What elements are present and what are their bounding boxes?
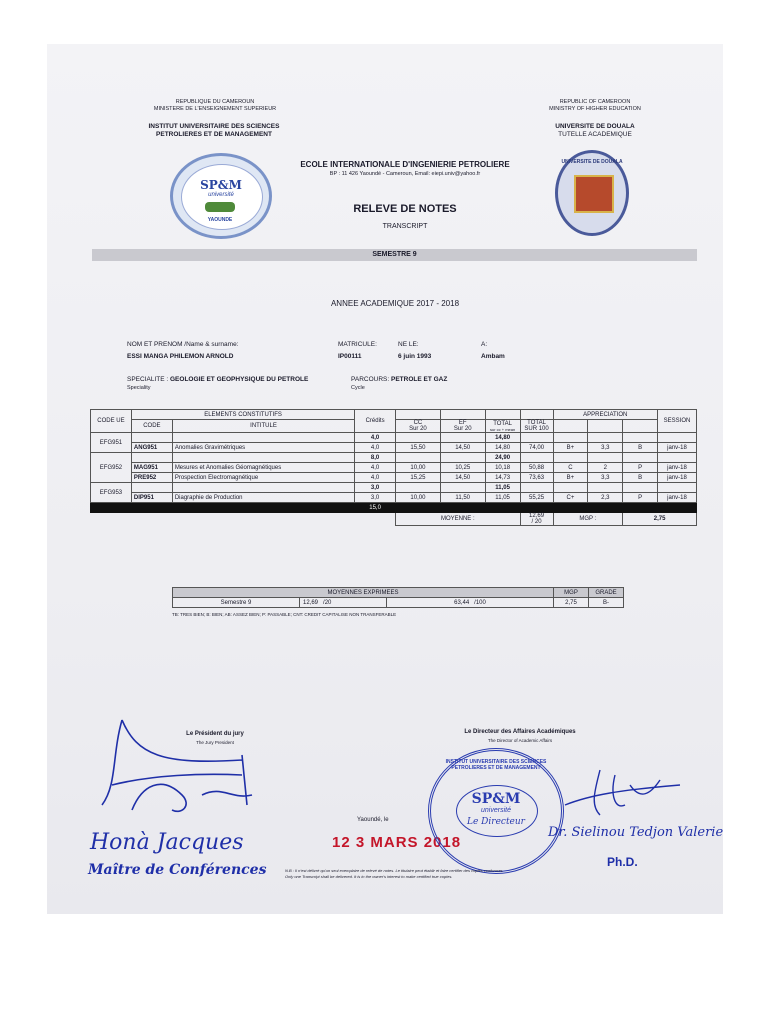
th-appreciation: APPRECIATION: [553, 410, 657, 420]
avg20: 12,69: [303, 599, 319, 606]
course-title: Mesures et Anomalies Géomagnétiques: [172, 463, 354, 473]
date-stamp: 12 3 MARS 2018: [332, 834, 462, 851]
birthplace-label: A:: [481, 341, 488, 348]
header-left-institution: [128, 123, 300, 139]
course-title: Anomalies Gravimétriques: [172, 443, 354, 453]
name-label: NOM ET PRENOM /Name & surname:: [127, 341, 239, 348]
ue-total: 24,90: [485, 453, 520, 463]
spm-logo-emblem: [205, 202, 235, 212]
moyenne-over: / 20: [531, 519, 542, 525]
course-ef: 14,50: [440, 443, 485, 453]
grade-legend: TB: TRES BIEN; B: BIEN; AB: ASSEZ BIEN; P: PASSABLE; CNT: CREDIT CAPITALISE NON TRANSFERABLE: [172, 612, 397, 617]
course-session: janv-18: [658, 473, 697, 483]
th-total: TOTAL sur cc + mean: [485, 420, 520, 433]
course-cote: C+: [553, 493, 588, 503]
th-total100: TOTAL SUR 100: [520, 420, 553, 433]
parcours-line: [351, 376, 447, 384]
course-ef: 14,50: [440, 473, 485, 483]
republic-fr: REPUBLIQUE DU CAMEROUN: [175, 99, 255, 105]
cycle-en: Cycle: [351, 385, 365, 391]
course-total: 11,05: [485, 493, 520, 503]
averages-grade-header: GRADE: [589, 588, 624, 598]
ministry-en: MINISTRY OF HIGHER EDUCATION: [549, 106, 641, 112]
th-ef: EF Sur 20: [440, 420, 485, 433]
th-credits: Crédits: [355, 410, 396, 433]
course-cote: B+: [553, 473, 588, 483]
birthplace-value: Ambam: [481, 353, 505, 360]
stamp-center: SP&M: [471, 791, 521, 807]
course-credits: 4,0: [355, 473, 396, 483]
header-right: [520, 99, 670, 113]
ue-total: 11,05: [485, 483, 520, 493]
school-address: BP : 11 426 Yaoundé - Cameroun, Email: eiepi.univ@yahoo.fr: [329, 171, 481, 177]
speciality-line: [127, 376, 308, 384]
course-cc: 10,00: [396, 493, 441, 503]
document-subtitle: TRANSCRIPT: [382, 223, 428, 230]
header-right-institution: [520, 123, 670, 139]
course-cc: 15,50: [396, 443, 441, 453]
averages-table: [172, 587, 624, 608]
spm-logo-name: SP&M: [200, 178, 242, 192]
course-session: janv-18: [658, 463, 697, 473]
course-total100: 74,00: [520, 443, 553, 453]
director-title: Ph.D.: [607, 855, 638, 869]
moyenne-value: 12,69: [529, 513, 545, 519]
douala-university-logo: [555, 150, 629, 236]
president-name: Honà Jacques: [90, 830, 244, 855]
course-credits: 4,0: [355, 463, 396, 473]
director-label: Le Directeur des Affaires Académiques: [464, 729, 576, 735]
course-row: [91, 473, 697, 483]
spm-logo-sub: université: [208, 192, 234, 198]
course-cc: 15,25: [396, 473, 441, 483]
nb-en: Only one Transcript shall be delivered. It is in the owner's interest to make certified true copies.: [285, 874, 453, 879]
course-cote: B+: [553, 443, 588, 453]
speciality-value: GEOLOGIE ET GEOPHYSIQUE DU PETROLE: [170, 376, 309, 383]
ue-credits: 3,0: [355, 483, 396, 493]
course-cc: 10,00: [396, 463, 441, 473]
matricule-label: MATRICULE:: [338, 341, 377, 348]
course-code: PRE952: [131, 473, 172, 483]
course-credits: 3,0: [355, 493, 396, 503]
stamp-ring-text: INSTITUT UNIVERSITAIRE DES SCIENCES PETROLIERES ET DE MANAGEMENT: [445, 759, 547, 771]
ue-total: 14,80: [485, 433, 520, 443]
course-total: 14,80: [485, 443, 520, 453]
total-credits-row: [91, 503, 697, 513]
president-en: The Jury President: [196, 740, 234, 745]
averages-grade: B-: [589, 598, 624, 608]
moyenne-label: MOYENNE :: [396, 513, 521, 526]
course-session: janv-18: [658, 493, 697, 503]
official-stamp: [428, 748, 564, 874]
douala-logo-emblem: [574, 175, 614, 213]
header-left: [140, 99, 290, 113]
course-total100: 50,88: [520, 463, 553, 473]
course-code: DIP951: [131, 493, 172, 503]
grades-table: [90, 409, 697, 526]
course-point: 2: [588, 463, 623, 473]
parcours-label: PARCOURS:: [351, 376, 390, 383]
course-mention: P: [623, 493, 658, 503]
student-name: ESSI MANGA PHILEMON ARNOLD: [127, 353, 234, 360]
th-elements: ELEMENTS CONSTITUTIFS: [131, 410, 354, 420]
course-title: Diagraphie de Production: [172, 493, 354, 503]
th-cc: CC Sur 20: [396, 420, 441, 433]
course-total: 10,18: [485, 463, 520, 473]
stamp-sub: université: [481, 807, 511, 814]
mgp-value: 2,75: [623, 513, 697, 526]
nb-fr: N.B : Il n'est délivré qu'un seul exemplaire de relevé de notes. Le titulaire peut établir et faire certifier des copies conformes.: [285, 868, 504, 873]
ue-credits: 8,0: [355, 453, 396, 463]
course-row: [91, 493, 697, 503]
over20: /20: [323, 599, 332, 606]
date-place: Yaoundé, le: [357, 817, 389, 823]
spm-logo: [170, 153, 272, 239]
course-credits: 4,0: [355, 443, 396, 453]
president-label: Le Président du jury: [186, 731, 244, 737]
course-row: [91, 463, 697, 473]
president-signature: [82, 715, 332, 835]
ue-header-row: [91, 453, 697, 463]
th-session: SESSION: [658, 410, 697, 433]
th-code-ue: CODE UE: [91, 410, 132, 433]
ministry-fr: MINISTERE DE L'ENSEIGNEMENT SUPERIEUR: [153, 106, 277, 112]
stamp-role: Le Directeur: [467, 817, 525, 827]
document-title: RELEVE DE NOTES: [353, 203, 457, 215]
spm-logo-city: YAOUNDE: [207, 217, 233, 223]
mgp-label: MGP :: [553, 513, 623, 526]
course-session: janv-18: [658, 443, 697, 453]
president-title: Maître de Conférences: [88, 862, 267, 878]
born-label: NE LE:: [398, 341, 419, 348]
averages-header: MOYENNES EXPRIMEES: [173, 588, 554, 598]
ue-code: EFG953: [91, 483, 132, 503]
ue-header-row: [91, 483, 697, 493]
course-code: ANG951: [131, 443, 172, 453]
course-row: [91, 443, 697, 453]
over100: /100: [474, 599, 486, 606]
total-credits: 15,0: [355, 503, 396, 513]
course-code: MAG951: [131, 463, 172, 473]
course-mention: P: [623, 463, 658, 473]
university-douala: UNIVERSITE DE DOUALA: [555, 123, 635, 130]
director-en: The Director of Academic Affairs: [487, 738, 553, 743]
course-mention: B: [623, 443, 658, 453]
director-signature: [560, 765, 690, 825]
douala-logo-text: UNIVERSITE DE DOUALA: [561, 159, 623, 165]
director-name: Dr. Sielinou Tedjon Valerie: [548, 825, 724, 840]
ue-header-row: [91, 433, 697, 443]
ue-code: EFG952: [91, 453, 132, 483]
th-code: CODE: [131, 420, 172, 433]
course-total100: 55,25: [520, 493, 553, 503]
avg100: 63,44: [454, 599, 470, 606]
school-name: ECOLE INTERNATIONALE D'INGENIERIE PETROLIERE: [300, 160, 510, 169]
nb-note: [285, 868, 555, 880]
course-ef: 10,25: [440, 463, 485, 473]
ue-credits: 4,0: [355, 433, 396, 443]
averages-mgp: 2,75: [554, 598, 589, 608]
matricule-value: IP00111: [338, 353, 362, 360]
course-title: Prospection Electromagnétique: [172, 473, 354, 483]
academic-year: ANNEE ACADEMIQUE 2017 - 2018: [330, 299, 460, 308]
republic-en: REPUBLIC OF CAMEROON: [559, 99, 631, 105]
th-intitule: INTITULE: [172, 420, 354, 433]
averages-row-label: Semestre 9: [173, 598, 300, 608]
speciality-en: Speciality: [127, 385, 151, 391]
averages-mgp-header: MGP: [554, 588, 589, 598]
academic-tutelage: TUTELLE ACADEMIQUE: [558, 131, 632, 138]
born-value: 6 juin 1993: [398, 353, 432, 360]
course-point: 3,3: [588, 443, 623, 453]
course-mention: B: [623, 473, 658, 483]
parcours-value: PETROLE ET GAZ: [390, 376, 448, 383]
institution-line-1: INSTITUT UNIVERSITAIRE DES SCIENCES: [148, 123, 280, 130]
course-point: 3,3: [588, 473, 623, 483]
ue-code: EFG951: [91, 433, 132, 453]
course-total100: 73,63: [520, 473, 553, 483]
moyenne-row: [91, 513, 697, 526]
institution-line-2: PETROLIERES ET DE MANAGEMENT: [156, 131, 272, 138]
course-point: 2,3: [588, 493, 623, 503]
course-ef: 11,50: [440, 493, 485, 503]
course-total: 14,73: [485, 473, 520, 483]
semester-bar: SEMESTRE 9: [92, 249, 697, 261]
course-cote: C: [553, 463, 588, 473]
moyenne-cell: [520, 513, 553, 526]
speciality-label: SPECIALITE :: [127, 376, 169, 383]
